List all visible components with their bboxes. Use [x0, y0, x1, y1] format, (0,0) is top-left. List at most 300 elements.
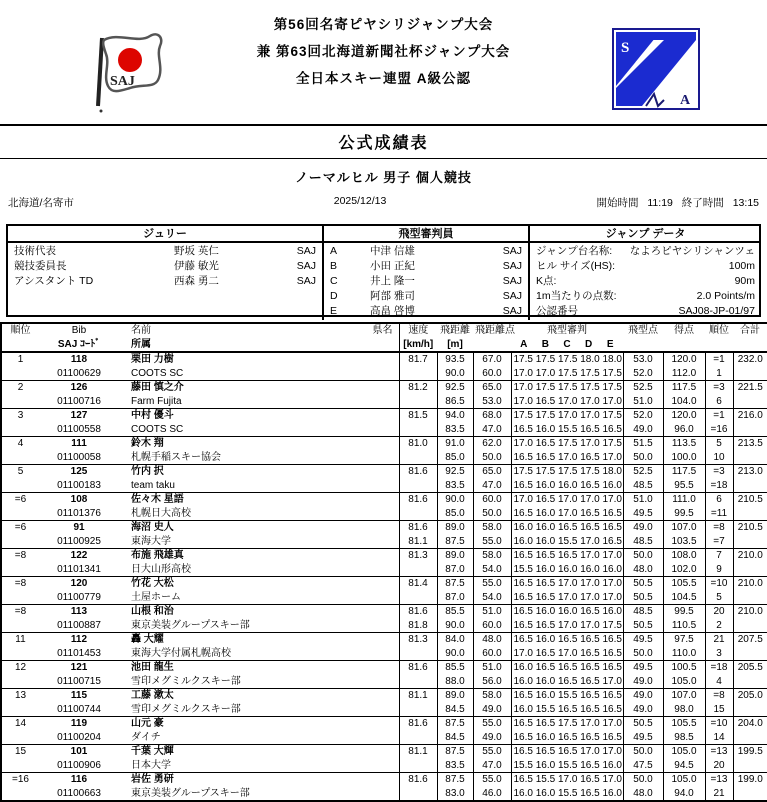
distance-round1: 85.5: [437, 661, 473, 675]
judge-row: [324, 259, 528, 274]
code-club-cell: [39, 647, 399, 661]
code-club-cell: [39, 703, 399, 717]
judge-row: [324, 274, 528, 289]
code-club-cell: [39, 787, 399, 802]
result-row-round1: [1, 465, 767, 479]
jury-row: [8, 244, 322, 259]
header-name: 名前: [131, 325, 151, 336]
total-spacer: [733, 563, 767, 577]
athlete-name: 轟 大耀: [131, 634, 164, 645]
bib-number: 113: [70, 606, 88, 617]
athlete-name: 山元 豪: [131, 718, 164, 729]
jury-title: ジュリー: [8, 226, 322, 243]
speed-round2: 81.8: [399, 619, 437, 633]
round-rank-round2: 1: [705, 367, 733, 381]
judge-scores-round1: 16.5 16.5 17.0 17.0 17.0: [511, 577, 623, 591]
jump-data-value: 90m: [734, 275, 755, 287]
speed-round1: 81.6: [399, 605, 437, 619]
speed-round1: 81.6: [399, 465, 437, 479]
code-club-cell: [39, 619, 399, 633]
round-rank-round2: 3: [705, 647, 733, 661]
points-round1: 105.0: [663, 745, 705, 759]
judge-scores-round1: 16.0 16.0 16.5 16.5 16.5: [511, 521, 623, 535]
club-name: 札幌手稲スキー協会: [131, 451, 221, 463]
bib-name-cell: [39, 549, 399, 563]
club-name: 日大山形高校: [131, 563, 191, 575]
total-spacer: [733, 479, 767, 493]
judge-scores-round2: 16.5 16.0 17.0 16.5 16.5: [511, 507, 623, 521]
jump-data-column: [530, 226, 761, 320]
round-rank-round1: =8: [705, 521, 733, 535]
result-row-round2: [1, 731, 767, 745]
points-round1: 97.5: [663, 633, 705, 647]
distance-round2: 87.5: [437, 535, 473, 549]
jump-data-value: SAJ08-JP-01/97: [678, 305, 755, 317]
header-rank-sub: [1, 338, 39, 353]
bib-name-cell: [39, 521, 399, 535]
header-round-rank: 順位: [709, 325, 729, 336]
result-row-round2: [1, 395, 767, 409]
judge-letter: B: [330, 260, 338, 272]
judge-scores-round1: 17.5 17.5 17.5 18.0 18.0: [511, 352, 623, 367]
speed-round2: [399, 423, 437, 437]
bib-number: 116: [70, 774, 88, 785]
speed-round2: [399, 675, 437, 689]
distance-round1: 93.5: [437, 352, 473, 367]
bib-name-cell: [39, 352, 399, 367]
judge-scores-round1: 16.5 16.5 16.5 17.0 17.0: [511, 549, 623, 563]
style-points-round1: 49.5: [623, 661, 663, 675]
total-points: 213.0: [733, 465, 767, 479]
total-points: 232.0: [733, 352, 767, 367]
style-points-round2: 50.0: [623, 451, 663, 465]
jury-rows: [8, 243, 322, 320]
rank-spacer: [1, 787, 39, 802]
round-rank-round1: =3: [705, 465, 733, 479]
rank-spacer: [1, 647, 39, 661]
athlete-name: 工藤 漱太: [131, 690, 174, 701]
jury-org: SAJ: [296, 260, 316, 272]
jump-data-row: [530, 244, 761, 259]
judge-letter-b: B: [541, 338, 549, 350]
distance-round2: 85.0: [437, 507, 473, 521]
total-points: 210.5: [733, 521, 767, 535]
total-points: 210.0: [733, 549, 767, 563]
round-rank-round2: =16: [705, 423, 733, 437]
overall-rank: 15: [1, 745, 39, 759]
club-name: 東京美装グループスキー部: [131, 619, 250, 631]
judge-scores-round1: 17.0 16.5 17.5 17.0 17.5: [511, 437, 623, 451]
bib-number: 108: [70, 494, 88, 505]
rank-spacer: [1, 591, 39, 605]
distance-round2: 84.5: [437, 731, 473, 745]
rank-spacer: [1, 535, 39, 549]
style-points-round1: 51.5: [623, 437, 663, 451]
points-round2: 103.5: [663, 535, 705, 549]
result-row-round1: [1, 521, 767, 535]
jump-data-rows: [530, 243, 761, 320]
distance-round2: 84.5: [437, 703, 473, 717]
style-points-round1: 49.0: [623, 521, 663, 535]
total-spacer: [733, 647, 767, 661]
overall-rank: 13: [1, 689, 39, 703]
jury-name: 野坂 英仁: [174, 245, 219, 257]
distance-round1: 84.0: [437, 633, 473, 647]
speed-round1: 81.3: [399, 633, 437, 647]
distance-round2: 90.0: [437, 367, 473, 381]
header-dist-unit: [m]: [447, 338, 463, 350]
saj-code: 01100744: [57, 703, 101, 715]
overall-rank: =8: [1, 549, 39, 563]
saj-code: 01100716: [57, 395, 101, 407]
distance-points-round1: 55.0: [473, 577, 511, 591]
judge-scores-round1: 16.5 16.5 16.5 17.0 17.0: [511, 745, 623, 759]
overall-rank: =6: [1, 493, 39, 507]
round-rank-round1: =13: [705, 745, 733, 759]
athlete-name: 中村 優斗: [131, 410, 174, 421]
speed-round1: 81.3: [399, 549, 437, 563]
athlete-name: 竹内 択: [131, 466, 164, 477]
overall-rank: 5: [1, 465, 39, 479]
speed-round2: [399, 451, 437, 465]
jump-data-label: 公認番号: [536, 305, 578, 317]
club-name: team taku: [131, 479, 175, 491]
points-round1: 120.0: [663, 352, 705, 367]
distance-round1: 87.5: [437, 745, 473, 759]
overall-rank: =8: [1, 577, 39, 591]
jump-data-row: [530, 274, 761, 289]
result-row-round1: [1, 437, 767, 451]
bib-number: 121: [70, 662, 88, 673]
distance-round1: 90.0: [437, 493, 473, 507]
distance-points-round1: 58.0: [473, 521, 511, 535]
round-rank-round1: =13: [705, 773, 733, 787]
style-points-round2: 52.0: [623, 367, 663, 381]
athlete-name: 千葉 大輝: [131, 746, 174, 757]
header-distance: 飛距離: [440, 325, 470, 336]
result-row-round1: [1, 633, 767, 647]
style-points-round1: 51.0: [623, 493, 663, 507]
points-round2: 94.5: [663, 759, 705, 773]
bib-name-cell: [39, 409, 399, 423]
style-points-round1: 49.0: [623, 689, 663, 703]
distance-round1: 92.5: [437, 381, 473, 395]
distance-round1: 87.5: [437, 717, 473, 731]
judges-column: [324, 226, 530, 320]
distance-points-round1: 55.0: [473, 717, 511, 731]
event-title-line1: 第56回名寄ピヤシリジャンプ大会: [273, 17, 494, 32]
round-rank-round1: =8: [705, 689, 733, 703]
jump-data-label: ジャンプ台名称:: [536, 245, 613, 257]
points-round2: 100.0: [663, 451, 705, 465]
distance-round2: 83.5: [437, 759, 473, 773]
judge-name: 阿部 雅司: [370, 290, 415, 302]
jump-data-value: なよろピヤシリシャンツェ: [629, 245, 755, 257]
distance-points-round1: 65.0: [473, 465, 511, 479]
distance-round2: 87.0: [437, 591, 473, 605]
style-points-round1: 52.5: [623, 465, 663, 479]
style-points-round1: 49.5: [623, 633, 663, 647]
date-text: 2025/12/13: [333, 195, 387, 207]
bib-name-cell: [39, 717, 399, 731]
athlete-name: 布施 飛雄真: [131, 550, 184, 561]
distance-points-round2: 54.0: [473, 591, 511, 605]
club-name: Farm Fujita: [131, 395, 182, 407]
club-name: 東海大学付属札幌高校: [131, 647, 231, 659]
points-round2: 104.5: [663, 591, 705, 605]
result-row-round2: [1, 591, 767, 605]
points-round2: 96.0: [663, 423, 705, 437]
style-points-round2: 51.0: [623, 395, 663, 409]
bib-number: 120: [70, 578, 88, 589]
jury-row: [8, 259, 322, 274]
judge-scores-round1: 16.5 16.0 16.0 16.5 16.0: [511, 605, 623, 619]
distance-round2: 88.0: [437, 675, 473, 689]
total-spacer: [733, 423, 767, 437]
round-rank-round2: =18: [705, 479, 733, 493]
round-rank-round1: =1: [705, 352, 733, 367]
distance-points-round2: 55.0: [473, 535, 511, 549]
overall-rank: 4: [1, 437, 39, 451]
rank-spacer: [1, 423, 39, 437]
style-points-round1: 50.0: [623, 549, 663, 563]
points-round1: 107.0: [663, 689, 705, 703]
judge-letter: A: [330, 245, 338, 257]
judge-letter: C: [330, 275, 338, 287]
header-judge-letters: [511, 338, 623, 353]
code-club-cell: [39, 759, 399, 773]
round-rank-round2: 14: [705, 731, 733, 745]
start-time-value: 11:19: [647, 197, 673, 209]
rank-spacer: [1, 759, 39, 773]
bib-number: 101: [70, 746, 88, 757]
points-round1: 108.0: [663, 549, 705, 563]
judge-scores-round1: 17.0 17.5 17.5 17.5 17.5: [511, 381, 623, 395]
saj-flag-logo: [88, 28, 183, 118]
bib-name-cell: [39, 465, 399, 479]
round-rank-round1: 20: [705, 605, 733, 619]
event-title-line2: 兼 第63回北海道新聞社杯ジャンプ大会: [256, 44, 511, 59]
round-rank-round2: 4: [705, 675, 733, 689]
judge-scores-round1: 17.5 17.5 17.5 17.5 18.0: [511, 465, 623, 479]
distance-points-round1: 51.0: [473, 661, 511, 675]
judge-scores-round2: 16.0 16.0 15.5 16.5 16.0: [511, 787, 623, 802]
speed-round1: 81.5: [399, 409, 437, 423]
rank-spacer: [1, 367, 39, 381]
style-points-round2: 48.5: [623, 479, 663, 493]
points-round2: 98.0: [663, 703, 705, 717]
judge-name: 高畠 啓博: [370, 305, 415, 317]
jury-role: 技術代表: [14, 245, 56, 257]
total-points: 213.5: [733, 437, 767, 451]
header-club: 所属: [131, 338, 151, 350]
judge-scores-round1: 16.5 15.5 17.0 16.5 17.0: [511, 773, 623, 787]
points-round1: 117.5: [663, 465, 705, 479]
club-name: 東京美装グループスキー部: [131, 787, 250, 799]
code-club-cell: [39, 535, 399, 549]
saj-code: 01100629: [57, 367, 101, 379]
start-time-label: 開始時間: [596, 197, 639, 209]
club-name: 雪印メグミルクスキー部: [131, 703, 241, 715]
athlete-name: 栗田 力樹: [131, 354, 174, 365]
style-points-round1: 53.0: [623, 352, 663, 367]
speed-round1: 81.4: [399, 577, 437, 591]
style-points-round1: 50.5: [623, 717, 663, 731]
judge-scores-round2: 15.5 16.0 15.5 16.5 16.0: [511, 759, 623, 773]
distance-points-round1: 51.0: [473, 605, 511, 619]
code-club-cell: [39, 479, 399, 493]
jury-role: 競技委員長: [14, 260, 67, 272]
round-rank-round2: 21: [705, 787, 733, 802]
round-rank-round2: 2: [705, 619, 733, 633]
location-text: 北海道/名寄市: [8, 197, 74, 209]
total-points: 207.5: [733, 633, 767, 647]
style-points-round1: 50.0: [623, 745, 663, 759]
overall-rank: =6: [1, 521, 39, 535]
jury-row: [8, 274, 322, 289]
bib-number: 126: [70, 382, 88, 393]
bib-number: 127: [70, 410, 88, 421]
result-row-round1: [1, 717, 767, 731]
judge-row: [324, 304, 528, 319]
style-points-round1: 50.5: [623, 577, 663, 591]
judge-row: [324, 289, 528, 304]
result-row-round1: [1, 493, 767, 507]
points-round1: 105.5: [663, 717, 705, 731]
result-row-round1: [1, 549, 767, 563]
style-points-round1: 50.0: [623, 773, 663, 787]
judge-scores-round2: 16.0 16.0 16.5 16.5 17.0: [511, 675, 623, 689]
athlete-name: 山根 和治: [131, 606, 174, 617]
header-distance-points: 飛距離点: [475, 325, 515, 336]
saj-code: 01100183: [57, 479, 101, 491]
distance-round1: 85.5: [437, 605, 473, 619]
judge-scores-round1: 16.5 16.5 17.5 17.0 17.0: [511, 717, 623, 731]
style-points-round2: 50.5: [623, 619, 663, 633]
jury-column: [8, 226, 324, 320]
saj-code: 01101453: [57, 647, 101, 659]
result-row-round2: [1, 479, 767, 493]
distance-round1: 89.0: [437, 689, 473, 703]
round-rank-round2: 15: [705, 703, 733, 717]
judge-letter-d: D: [584, 338, 593, 350]
points-round2: 95.5: [663, 479, 705, 493]
flag-saj-text: SAJ: [110, 74, 135, 89]
style-points-round1: 48.5: [623, 605, 663, 619]
overall-rank: 3: [1, 409, 39, 423]
saj-emblem-logo: [612, 28, 700, 115]
code-club-cell: [39, 451, 399, 465]
points-round1: 105.0: [663, 773, 705, 787]
distance-points-round2: 49.0: [473, 703, 511, 717]
jump-data-row: [530, 304, 761, 319]
judge-row: [324, 244, 528, 259]
judge-scores-round1: 16.5 16.0 16.5 16.5 16.5: [511, 633, 623, 647]
judge-scores-round2: 17.0 16.5 17.0 16.5 16.5: [511, 647, 623, 661]
club-name: COOTS SC: [131, 423, 184, 435]
result-row-round2: [1, 759, 767, 773]
speed-round2: [399, 787, 437, 802]
saj-code: 01101376: [57, 507, 101, 519]
total-spacer: [733, 731, 767, 745]
flag-pole: [98, 38, 102, 106]
judge-letter: E: [330, 305, 338, 317]
speed-round2: [399, 759, 437, 773]
round-rank-round1: 5: [705, 437, 733, 451]
style-points-round2: 50.5: [623, 591, 663, 605]
judge-scores-round2: 15.5 16.0 16.0 16.0 16.0: [511, 563, 623, 577]
result-row-round1: [1, 577, 767, 591]
bib-number: 125: [70, 466, 88, 477]
judge-scores-round1: 17.5 17.5 17.0 17.0 17.5: [511, 409, 623, 423]
judge-scores-round1: 16.0 16.5 16.5 16.5 16.5: [511, 661, 623, 675]
header-bib-name: [39, 323, 399, 338]
club-name: 東海大学: [131, 535, 171, 547]
distance-round2: 86.5: [437, 395, 473, 409]
distance-round2: 85.0: [437, 451, 473, 465]
distance-round2: 83.5: [437, 423, 473, 437]
header-saj-code: SAJ ｺｰﾄﾞ: [57, 338, 101, 350]
bib-number: 111: [71, 438, 87, 449]
distance-round1: 89.0: [437, 521, 473, 535]
saj-code: 01100906: [57, 759, 101, 771]
header-distpts-sub: [473, 338, 511, 353]
points-round1: 111.0: [663, 493, 705, 507]
athlete-name: 藤田 慎之介: [131, 382, 184, 393]
distance-points-round1: 62.0: [473, 437, 511, 451]
judge-scores-round2: 16.5 16.5 17.0 16.5 17.0: [511, 451, 623, 465]
speed-round1: 81.0: [399, 437, 437, 451]
speed-round2: [399, 591, 437, 605]
result-row-round1: [1, 352, 767, 367]
distance-points-round2: 56.0: [473, 675, 511, 689]
competition-title: ノーマルヒル 男子 個人競技: [295, 170, 472, 185]
judge-scores-round2: 16.5 16.5 17.0 17.0 17.5: [511, 619, 623, 633]
result-row-round1: [1, 605, 767, 619]
distance-round2: 90.0: [437, 619, 473, 633]
speed-round1: 81.1: [399, 745, 437, 759]
result-row-round2: [1, 535, 767, 549]
total-spacer: [733, 507, 767, 521]
header-stylepts-sub: [623, 338, 663, 353]
speed-round2: [399, 563, 437, 577]
points-round2: 110.5: [663, 619, 705, 633]
rank-spacer: [1, 619, 39, 633]
jury-role: アシスタント TD: [14, 275, 94, 287]
round-rank-round2: =11: [705, 507, 733, 521]
header-prefecture: 県名: [372, 325, 393, 336]
emblem-letter-a: A: [680, 93, 691, 108]
result-row-round1: [1, 381, 767, 395]
judge-scores-round2: 17.0 17.0 17.5 17.5 17.5: [511, 367, 623, 381]
athlete-name: 鈴木 翔: [131, 438, 164, 449]
distance-points-round2: 47.0: [473, 423, 511, 437]
results-table: [0, 322, 767, 802]
points-round2: 98.5: [663, 731, 705, 745]
jump-data-label: ヒル サイズ(HS):: [536, 260, 616, 272]
bib-number: 119: [70, 718, 88, 729]
jump-data-value: 2.0 Points/m: [696, 290, 755, 302]
page-title: 公式成績表: [338, 135, 429, 152]
speed-round2: [399, 507, 437, 521]
total-points: 210.5: [733, 493, 767, 507]
points-round2: 112.0: [663, 367, 705, 381]
distance-points-round2: 46.0: [473, 787, 511, 802]
rank-spacer: [1, 703, 39, 717]
points-round2: 99.5: [663, 507, 705, 521]
judge-scores-round1: 16.5 16.0 15.5 16.5 16.5: [511, 689, 623, 703]
bib-number: 112: [70, 634, 88, 645]
